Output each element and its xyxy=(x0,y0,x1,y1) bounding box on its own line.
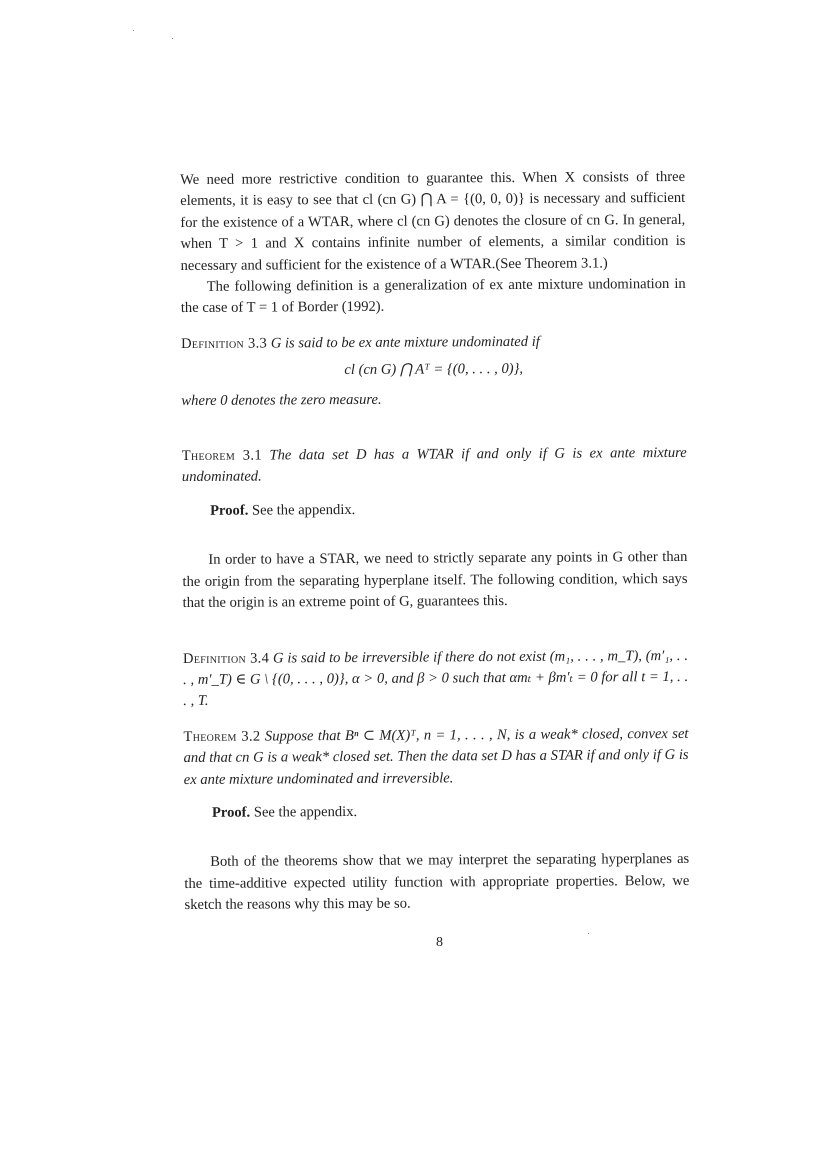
definition-3-3 xyxy=(181,331,686,355)
definition-label: Definition 3.3 xyxy=(181,335,268,352)
proof-text: See the appendix. xyxy=(253,803,358,821)
proof-label: Proof. xyxy=(210,502,249,519)
equation: cl (cn G) ⋂ Aᵀ = {(0, . . . , 0)}, xyxy=(344,361,524,379)
proof-text: See the appendix. xyxy=(251,501,356,519)
definition-text: G is said to be ex ante mixture undominated if xyxy=(270,333,540,352)
page-number: 8 xyxy=(436,935,443,950)
scan-speck xyxy=(588,933,589,934)
definition-label: Definition 3.4 xyxy=(182,649,270,667)
theorem-text: Suppose that Bⁿ ⊂ M(X)ᵀ, n = 1, . . . , N, is a weak* closed, convex set and that cn G is a weak* closed set. Then the data set D has a STAR if and only if G is ex ante mixture undominated and irreversible. xyxy=(183,725,689,788)
proof-2 xyxy=(184,800,689,824)
theorem-label: Theorem 3.1 xyxy=(181,447,262,465)
theorem-text: The data set D has a WTAR if and only if G is ex ante mixture undominated. xyxy=(181,444,687,486)
paragraph-star: In order to have a STAR, we need to strictly separate any points in G other than the origin from the separating hyperplane itself. The following condition, which says that the origin is an extreme point of G, guarantees this. xyxy=(182,549,688,612)
theorem-label: Theorem 3.2 xyxy=(183,728,261,745)
definition-3-4 xyxy=(183,645,688,712)
paragraph-generalization: The following definition is a generalization of ex ante mixture undomination in the case of T = 1 of Border (1992). xyxy=(180,275,686,317)
theorem-3-1 xyxy=(182,443,687,489)
paragraph-intro: We need more restrictive condition to guarantee this. When X consists of three elements, it is easy to see that cl (cn G) ⋂ A = {(0, 0, 0)} is necessary and sufficient for the existence of a WTAR, where cl (cn G) denotes the closure of cn G. In general, when T > 1 and X contains infinite number of elements, a similar condition is necessary and sufficient for the existence of a WTAR.(See Theorem 3.1.) xyxy=(180,168,686,274)
scan-speck xyxy=(172,38,173,39)
definition-after: where 0 denotes the zero measure. xyxy=(181,391,382,409)
proof-label: Proof. xyxy=(211,804,251,821)
definition-text: G is said to be irreversible if there do not exist (m₁, . . . , m_T), (m′₁, . . . , m′_T) ∈ G \ {(0, . . . , 0)}, α > 0, and β > 0 such that αmₜ + βm′ₜ = 0 for all t = 1, . . . , T. xyxy=(183,647,689,710)
paragraph-conclusion: Both of the theorems show that we may interpret the separating hyperplanes as the time-additive expected utility function with appropriate properties. Below, we sketch the reasons why this may be so. xyxy=(184,851,690,914)
proof-1 xyxy=(182,498,687,522)
scan-speck xyxy=(133,30,134,31)
theorem-3-2 xyxy=(183,724,688,791)
document-body xyxy=(180,167,690,917)
